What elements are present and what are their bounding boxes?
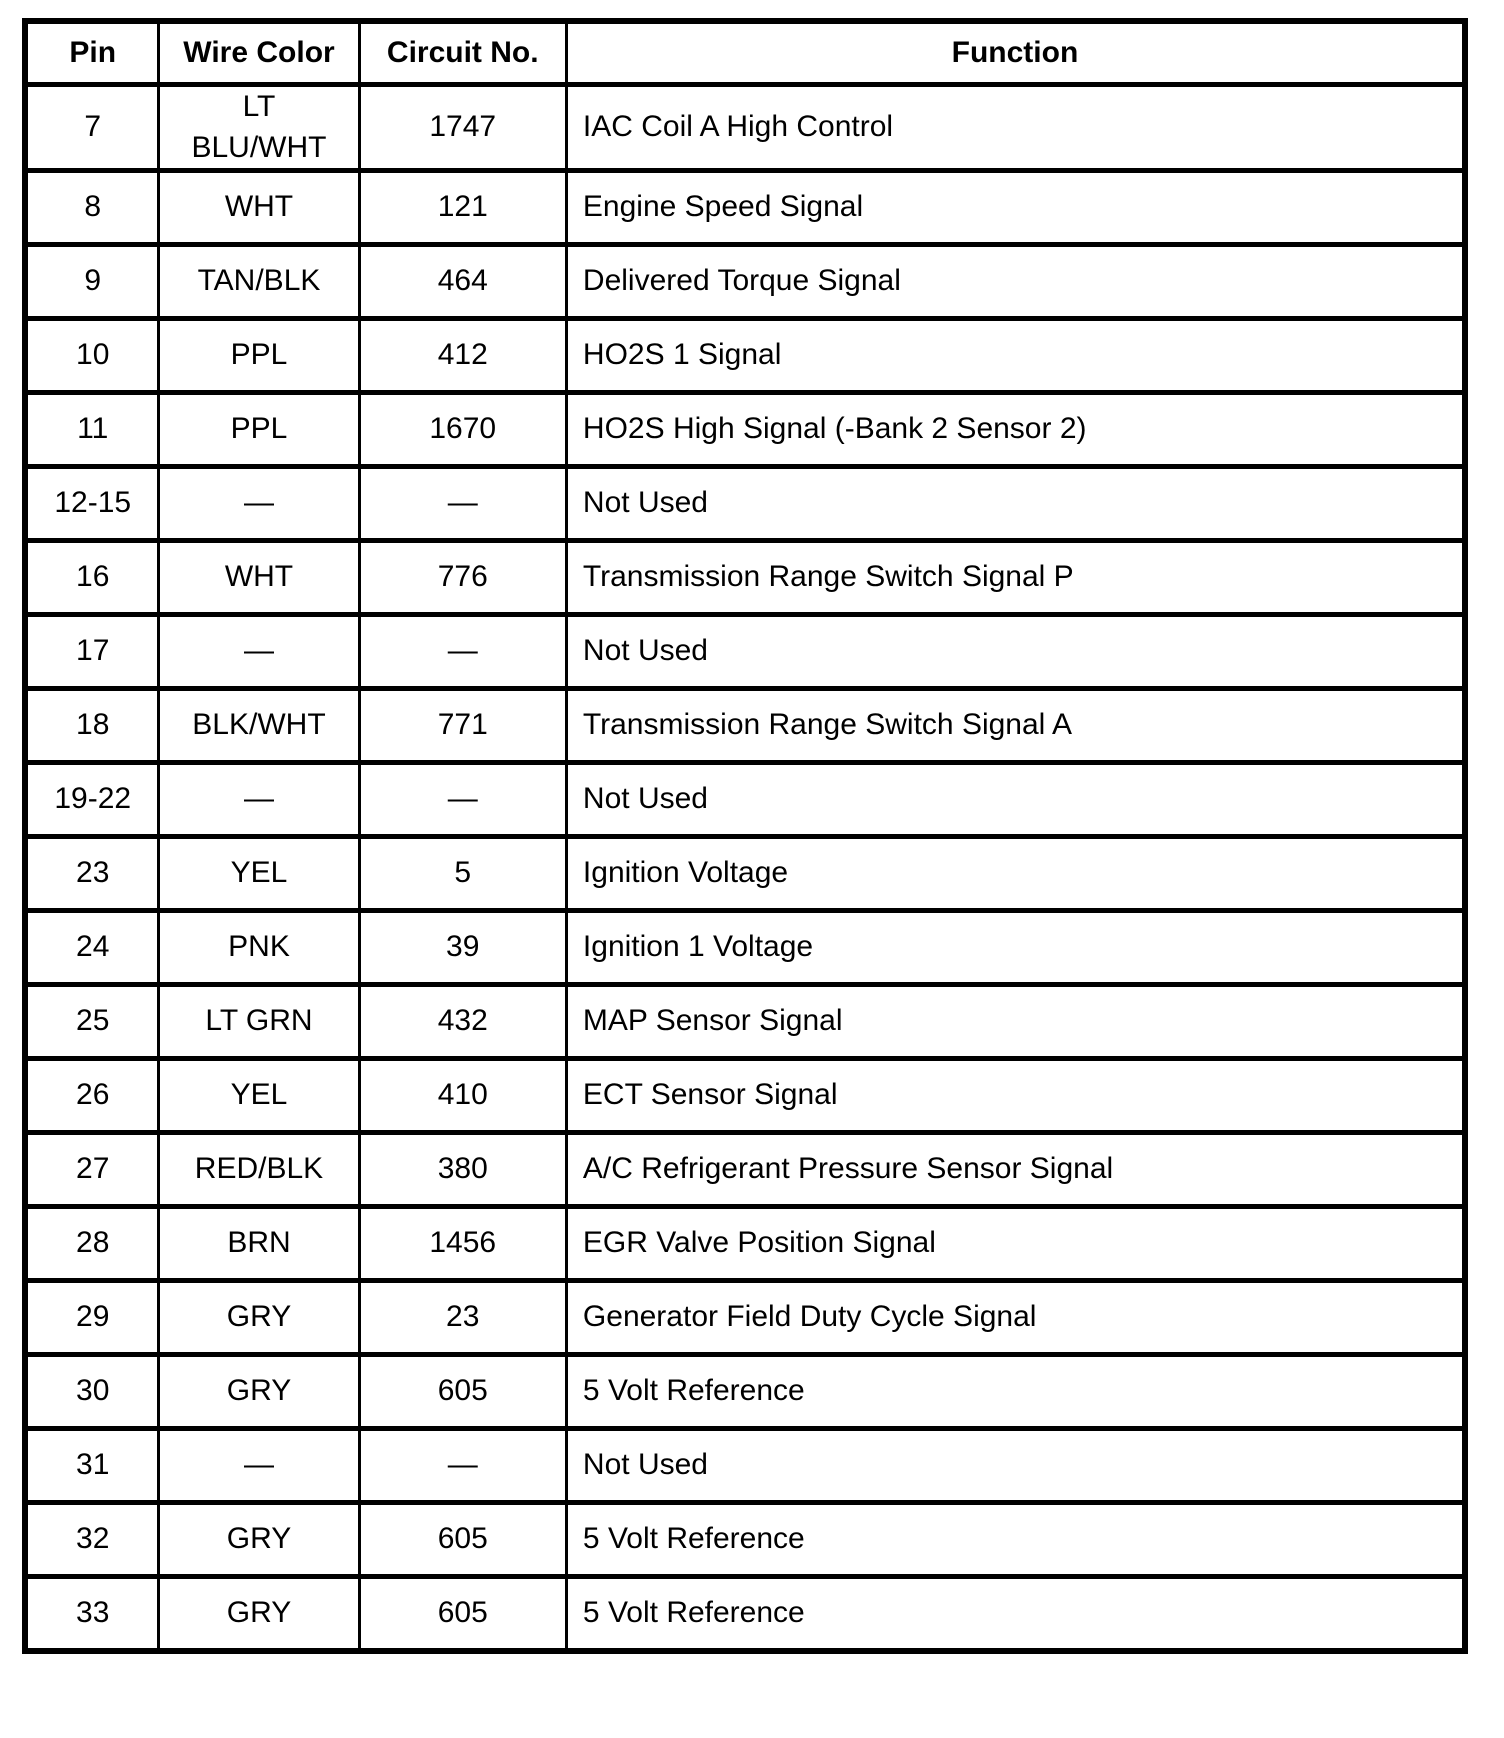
pin-cell: 30	[25, 1355, 159, 1429]
table-row	[25, 1133, 1465, 1207]
pin-cell: 28	[25, 1207, 159, 1281]
wire-color-cell: RED/BLK	[159, 1133, 359, 1207]
table-row	[25, 1577, 1465, 1652]
circuit-no-cell: 410	[359, 1059, 566, 1133]
pin-cell: 32	[25, 1503, 159, 1577]
pin-cell: 12-15	[25, 467, 159, 541]
pin-cell: 10	[25, 319, 159, 393]
circuit-no-cell: 605	[359, 1355, 566, 1429]
wire-color-cell: TAN/BLK	[159, 245, 359, 319]
wire-color-cell: PPL	[159, 319, 359, 393]
circuit-no-cell: 121	[359, 171, 566, 245]
function-cell: Transmission Range Switch Signal P	[566, 541, 1465, 615]
wire-color-cell: WHT	[159, 541, 359, 615]
pin-cell: 16	[25, 541, 159, 615]
table-row	[25, 85, 1465, 171]
function-cell: HO2S High Signal (-Bank 2 Sensor 2)	[566, 393, 1465, 467]
table-header	[25, 21, 1465, 85]
pin-cell: 33	[25, 1577, 159, 1652]
pin-cell: 11	[25, 393, 159, 467]
wire-color-cell: —	[159, 467, 359, 541]
table-row	[25, 541, 1465, 615]
function-cell: Transmission Range Switch Signal A	[566, 689, 1465, 763]
function-cell: Not Used	[566, 1429, 1465, 1503]
table-row	[25, 1429, 1465, 1503]
wire-color-cell: LT GRN	[159, 985, 359, 1059]
function-cell: Engine Speed Signal	[566, 171, 1465, 245]
connector-pinout-table	[22, 18, 1468, 1654]
wire-color-cell: LT BLU/WHT	[159, 85, 359, 171]
pin-cell: 23	[25, 837, 159, 911]
circuit-no-cell: 23	[359, 1281, 566, 1355]
circuit-no-cell: 39	[359, 911, 566, 985]
circuit-no-cell: 464	[359, 245, 566, 319]
table-row	[25, 689, 1465, 763]
circuit-no-cell: 1456	[359, 1207, 566, 1281]
table-row	[25, 1355, 1465, 1429]
wire-color-cell: —	[159, 763, 359, 837]
function-cell: Delivered Torque Signal	[566, 245, 1465, 319]
pin-cell: 25	[25, 985, 159, 1059]
table-row	[25, 1059, 1465, 1133]
table-row	[25, 763, 1465, 837]
header-row	[25, 21, 1465, 85]
circuit-no-cell: 5	[359, 837, 566, 911]
circuit-no-cell: 776	[359, 541, 566, 615]
wire-color-cell: WHT	[159, 171, 359, 245]
function-cell: Not Used	[566, 763, 1465, 837]
wire-color-cell: GRY	[159, 1281, 359, 1355]
table-row	[25, 615, 1465, 689]
circuit-no-cell: —	[359, 763, 566, 837]
column-header-pin: Pin	[25, 21, 159, 85]
circuit-no-cell: 605	[359, 1503, 566, 1577]
function-cell: Generator Field Duty Cycle Signal	[566, 1281, 1465, 1355]
circuit-no-cell: 1747	[359, 85, 566, 171]
function-cell: HO2S 1 Signal	[566, 319, 1465, 393]
function-cell: A/C Refrigerant Pressure Sensor Signal	[566, 1133, 1465, 1207]
table-row	[25, 985, 1465, 1059]
pin-cell: 7	[25, 85, 159, 171]
pin-cell: 26	[25, 1059, 159, 1133]
table-row	[25, 171, 1465, 245]
circuit-no-cell: 380	[359, 1133, 566, 1207]
table-row	[25, 467, 1465, 541]
pin-cell: 9	[25, 245, 159, 319]
wire-color-cell: GRY	[159, 1577, 359, 1652]
wire-color-cell: —	[159, 615, 359, 689]
wire-color-cell: —	[159, 1429, 359, 1503]
table-body	[25, 85, 1465, 1652]
pin-cell: 8	[25, 171, 159, 245]
wire-color-cell: BRN	[159, 1207, 359, 1281]
pin-cell: 17	[25, 615, 159, 689]
wire-color-cell: GRY	[159, 1503, 359, 1577]
pin-cell: 19-22	[25, 763, 159, 837]
circuit-no-cell: 1670	[359, 393, 566, 467]
circuit-no-cell: 432	[359, 985, 566, 1059]
wire-color-cell: YEL	[159, 837, 359, 911]
pin-cell: 29	[25, 1281, 159, 1355]
table-row	[25, 837, 1465, 911]
function-cell: 5 Volt Reference	[566, 1503, 1465, 1577]
function-cell: Not Used	[566, 615, 1465, 689]
function-cell: IAC Coil A High Control	[566, 85, 1465, 171]
circuit-no-cell: —	[359, 467, 566, 541]
wire-color-cell: GRY	[159, 1355, 359, 1429]
function-cell: ECT Sensor Signal	[566, 1059, 1465, 1133]
function-cell: Not Used	[566, 467, 1465, 541]
table-row	[25, 1281, 1465, 1355]
circuit-no-cell: —	[359, 615, 566, 689]
function-cell: 5 Volt Reference	[566, 1577, 1465, 1652]
column-header-function: Function	[566, 21, 1465, 85]
wire-color-cell: BLK/WHT	[159, 689, 359, 763]
pin-cell: 31	[25, 1429, 159, 1503]
circuit-no-cell: —	[359, 1429, 566, 1503]
wire-color-cell: PNK	[159, 911, 359, 985]
column-header-wire-color: Wire Color	[159, 21, 359, 85]
wire-color-cell: YEL	[159, 1059, 359, 1133]
table-row	[25, 1503, 1465, 1577]
pin-cell: 27	[25, 1133, 159, 1207]
function-cell: Ignition Voltage	[566, 837, 1465, 911]
table-row	[25, 911, 1465, 985]
function-cell: Ignition 1 Voltage	[566, 911, 1465, 985]
circuit-no-cell: 605	[359, 1577, 566, 1652]
table-row	[25, 393, 1465, 467]
function-cell: 5 Volt Reference	[566, 1355, 1465, 1429]
function-cell: MAP Sensor Signal	[566, 985, 1465, 1059]
table-row	[25, 1207, 1465, 1281]
pin-cell: 24	[25, 911, 159, 985]
function-cell: EGR Valve Position Signal	[566, 1207, 1465, 1281]
pin-cell: 18	[25, 689, 159, 763]
circuit-no-cell: 412	[359, 319, 566, 393]
table-row	[25, 319, 1465, 393]
circuit-no-cell: 771	[359, 689, 566, 763]
table-row	[25, 245, 1465, 319]
column-header-circuit-no: Circuit No.	[359, 21, 566, 85]
wire-color-cell: PPL	[159, 393, 359, 467]
